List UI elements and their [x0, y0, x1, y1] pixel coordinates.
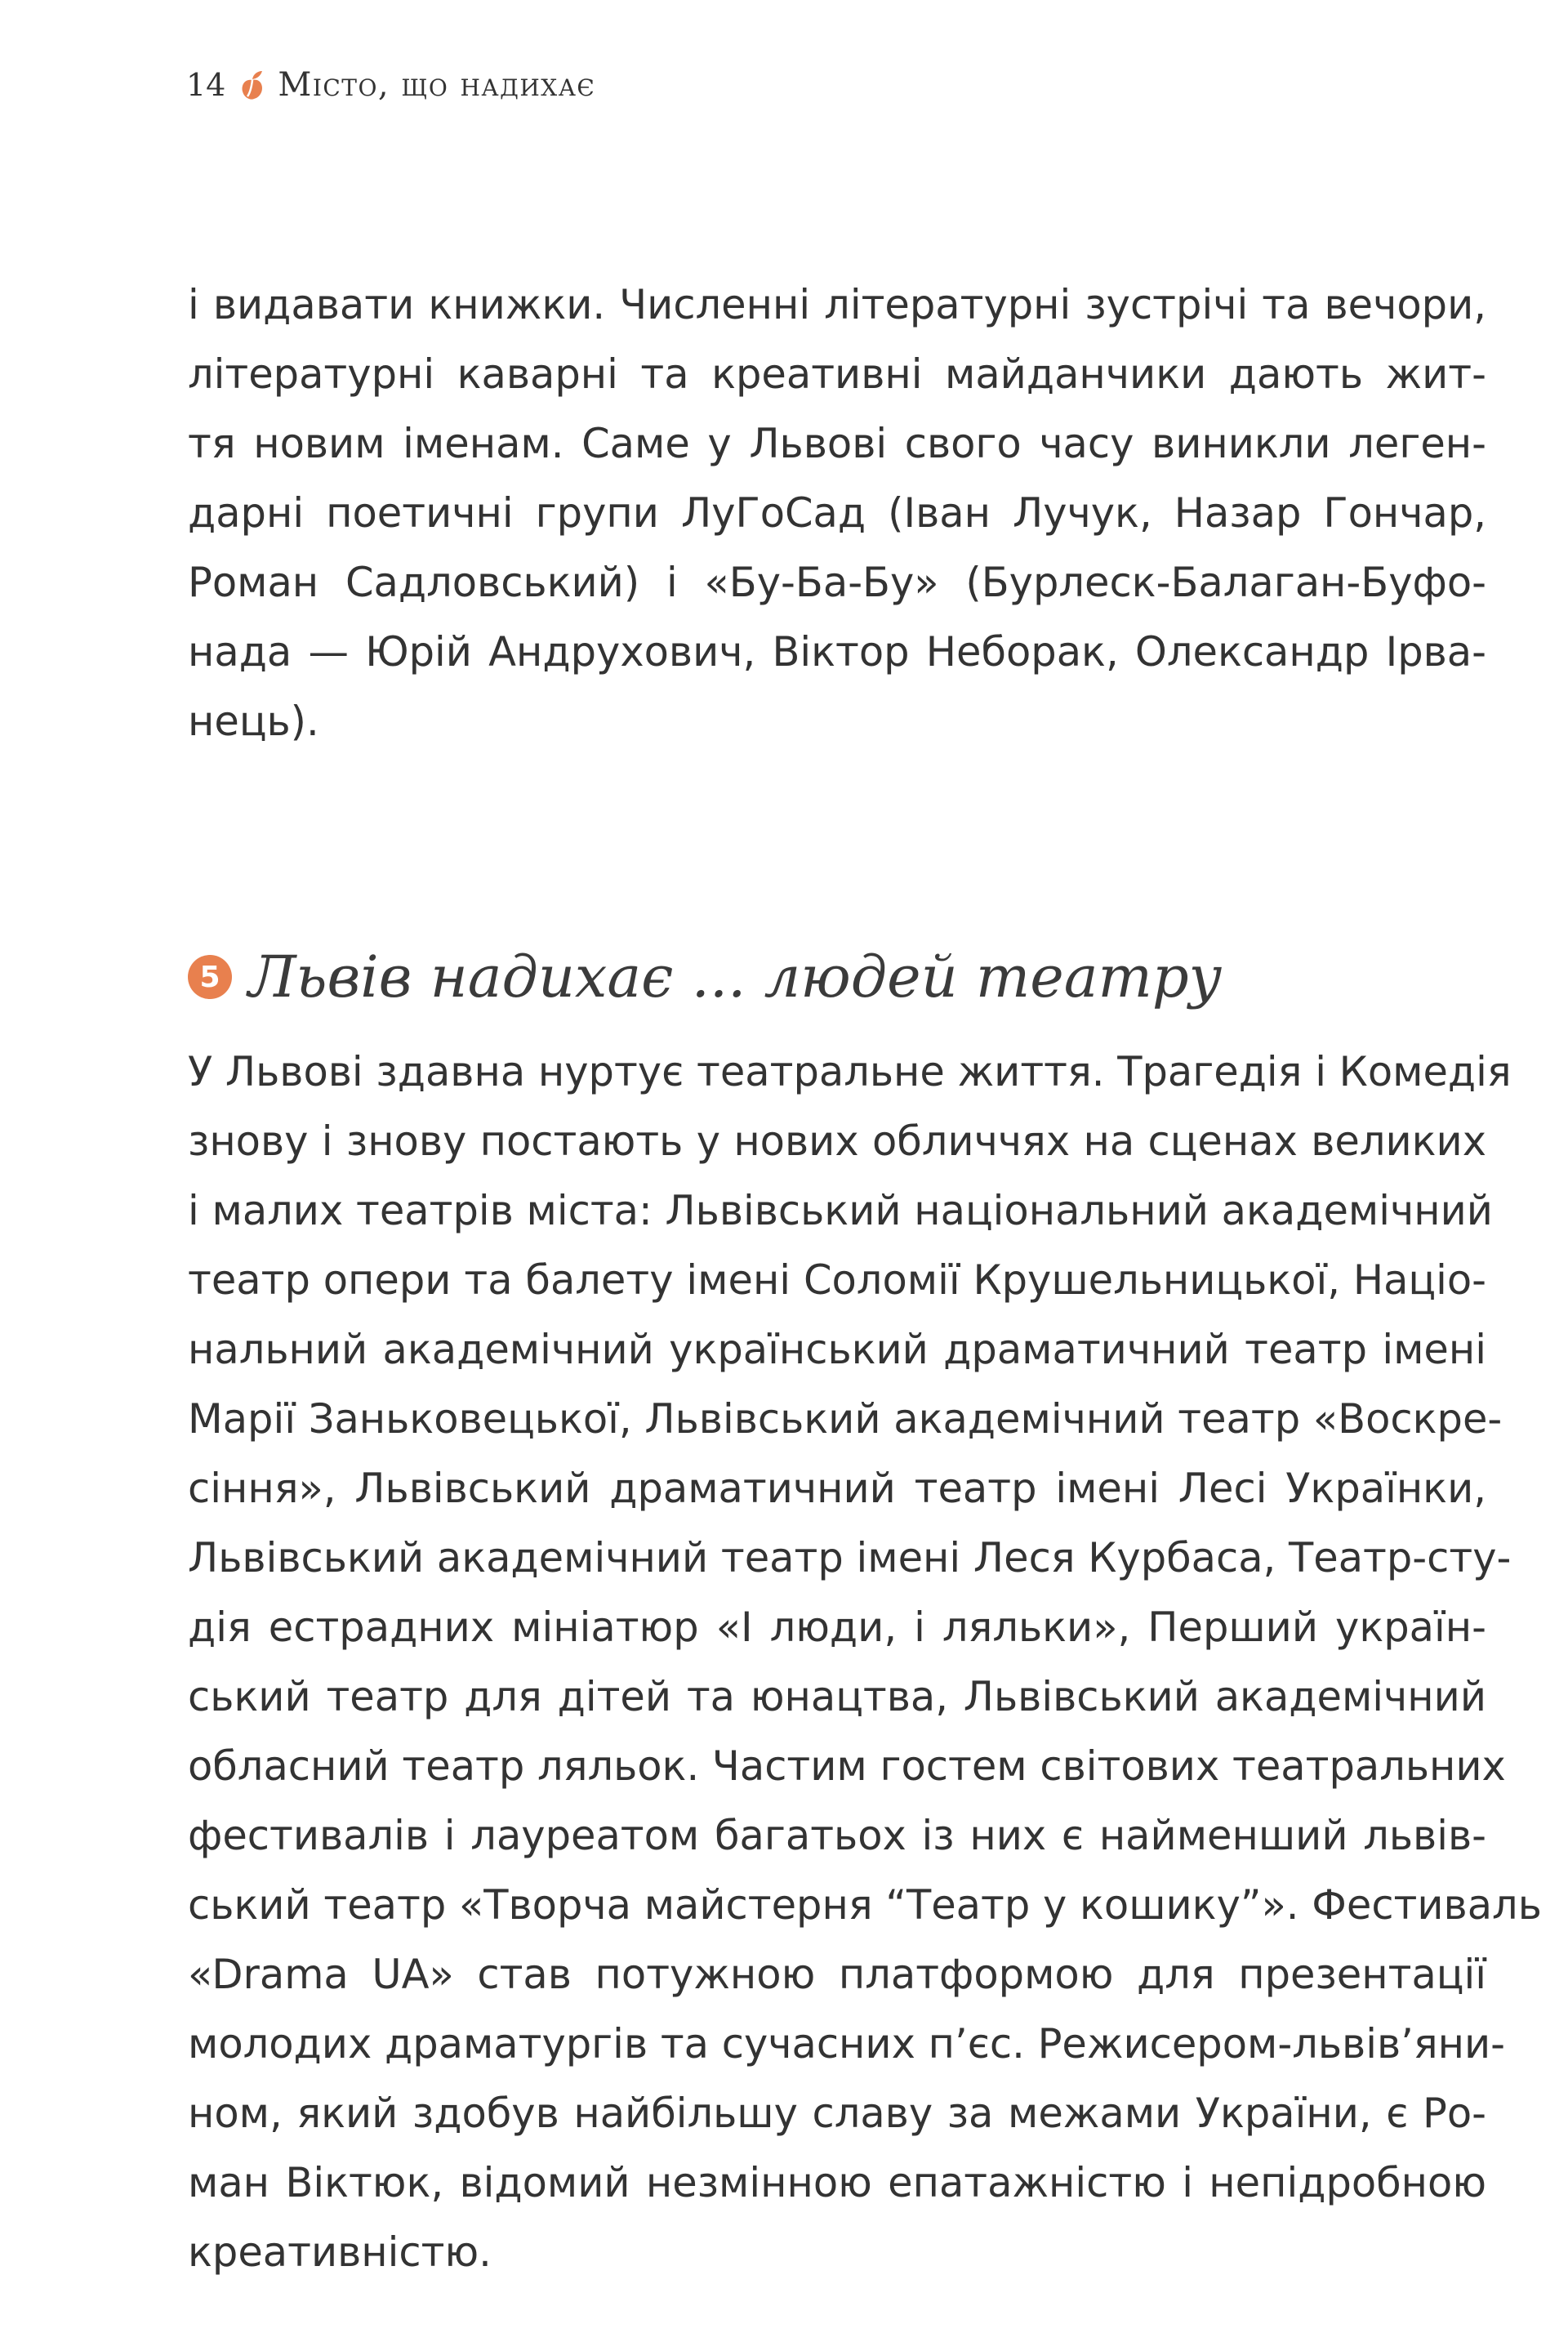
- text-line: ман Віктюк, відомий незмінною епатажністю і непідробною: [188, 2159, 1486, 2206]
- text-line: дарні поетичні групи ЛуГоСад (Іван Лучук, Назар Гончар,: [188, 489, 1486, 537]
- text-line: ський театр для дітей та юнацтва, Львівський академічний: [188, 1673, 1486, 1720]
- text-line: ном, який здобув найбільшу славу за межами України, є Ро-: [188, 2090, 1486, 2137]
- text-line: ський театр «Творча майстерня “Театр у кошику”». Фестиваль: [188, 1881, 1542, 1929]
- text-line: нець).: [188, 698, 319, 745]
- paragraph-literature: [188, 270, 1486, 756]
- peach-icon: [240, 69, 265, 101]
- text-line: дія естрадних мініатюр «І люди, і ляльки», Перший україн-: [188, 1604, 1486, 1651]
- text-line: і видавати книжки. Численні літературні зустрічі та вечори,: [188, 281, 1486, 328]
- section-heading: [188, 936, 1222, 1018]
- running-header: [186, 60, 595, 109]
- page-number: 14: [186, 67, 226, 103]
- section-title: Львів надихає ... людей театру: [248, 943, 1223, 1010]
- text-line: нада — Юрій Андрухович, Віктор Неборак, Олександр Ірва-: [188, 628, 1486, 676]
- text-line: молодих драматургів та сучасних п’єс. Режисером-львів’яни-: [188, 2020, 1506, 2068]
- text-line: і малих театрів міста: Львівський національний академічний: [188, 1187, 1493, 1234]
- paragraph-theatre: [188, 1037, 1542, 2287]
- text-line: сіння», Львівський драматичний театр імені Лесі Українки,: [188, 1465, 1486, 1512]
- section-number-badge: 5: [188, 955, 232, 999]
- text-line: У Львові здавна нуртує театральне життя. Трагедія і Комедія: [188, 1048, 1512, 1095]
- text-line: літературні каварні та креативні майданчики дають жит-: [188, 350, 1486, 398]
- text-line: театр опери та балету імені Соломії Крушельницької, Націо-: [188, 1256, 1486, 1304]
- text-line: Марії Заньковецької, Львівський академічний театр «Воскре-: [188, 1395, 1503, 1443]
- text-line: креативністю.: [188, 2228, 492, 2276]
- text-line: нальний академічний український драматичний театр імені: [188, 1326, 1486, 1373]
- text-line: тя новим іменам. Саме у Львові свого часу виникли леген-: [188, 420, 1486, 467]
- text-line: обласний театр ляльок. Частим гостем світових театральних: [188, 1742, 1506, 1790]
- text-line: знову і знову постають у нових обличчях на сценах великих: [188, 1117, 1486, 1165]
- text-line: фестивалів і лауреатом багатьох із них є найменший львів-: [188, 1812, 1486, 1859]
- text-line: «Drama UA» став потужною платформою для презентації: [188, 1951, 1486, 1998]
- text-line: Роман Садловський) і «Бу-Ба-Бу» (Бурлеск-Балаган-Буфо-: [188, 559, 1486, 606]
- text-line: Львівський академічний театр імені Леся Курбаса, Театр-сту-: [188, 1534, 1512, 1581]
- running-title: Місто, що надихає: [278, 66, 596, 104]
